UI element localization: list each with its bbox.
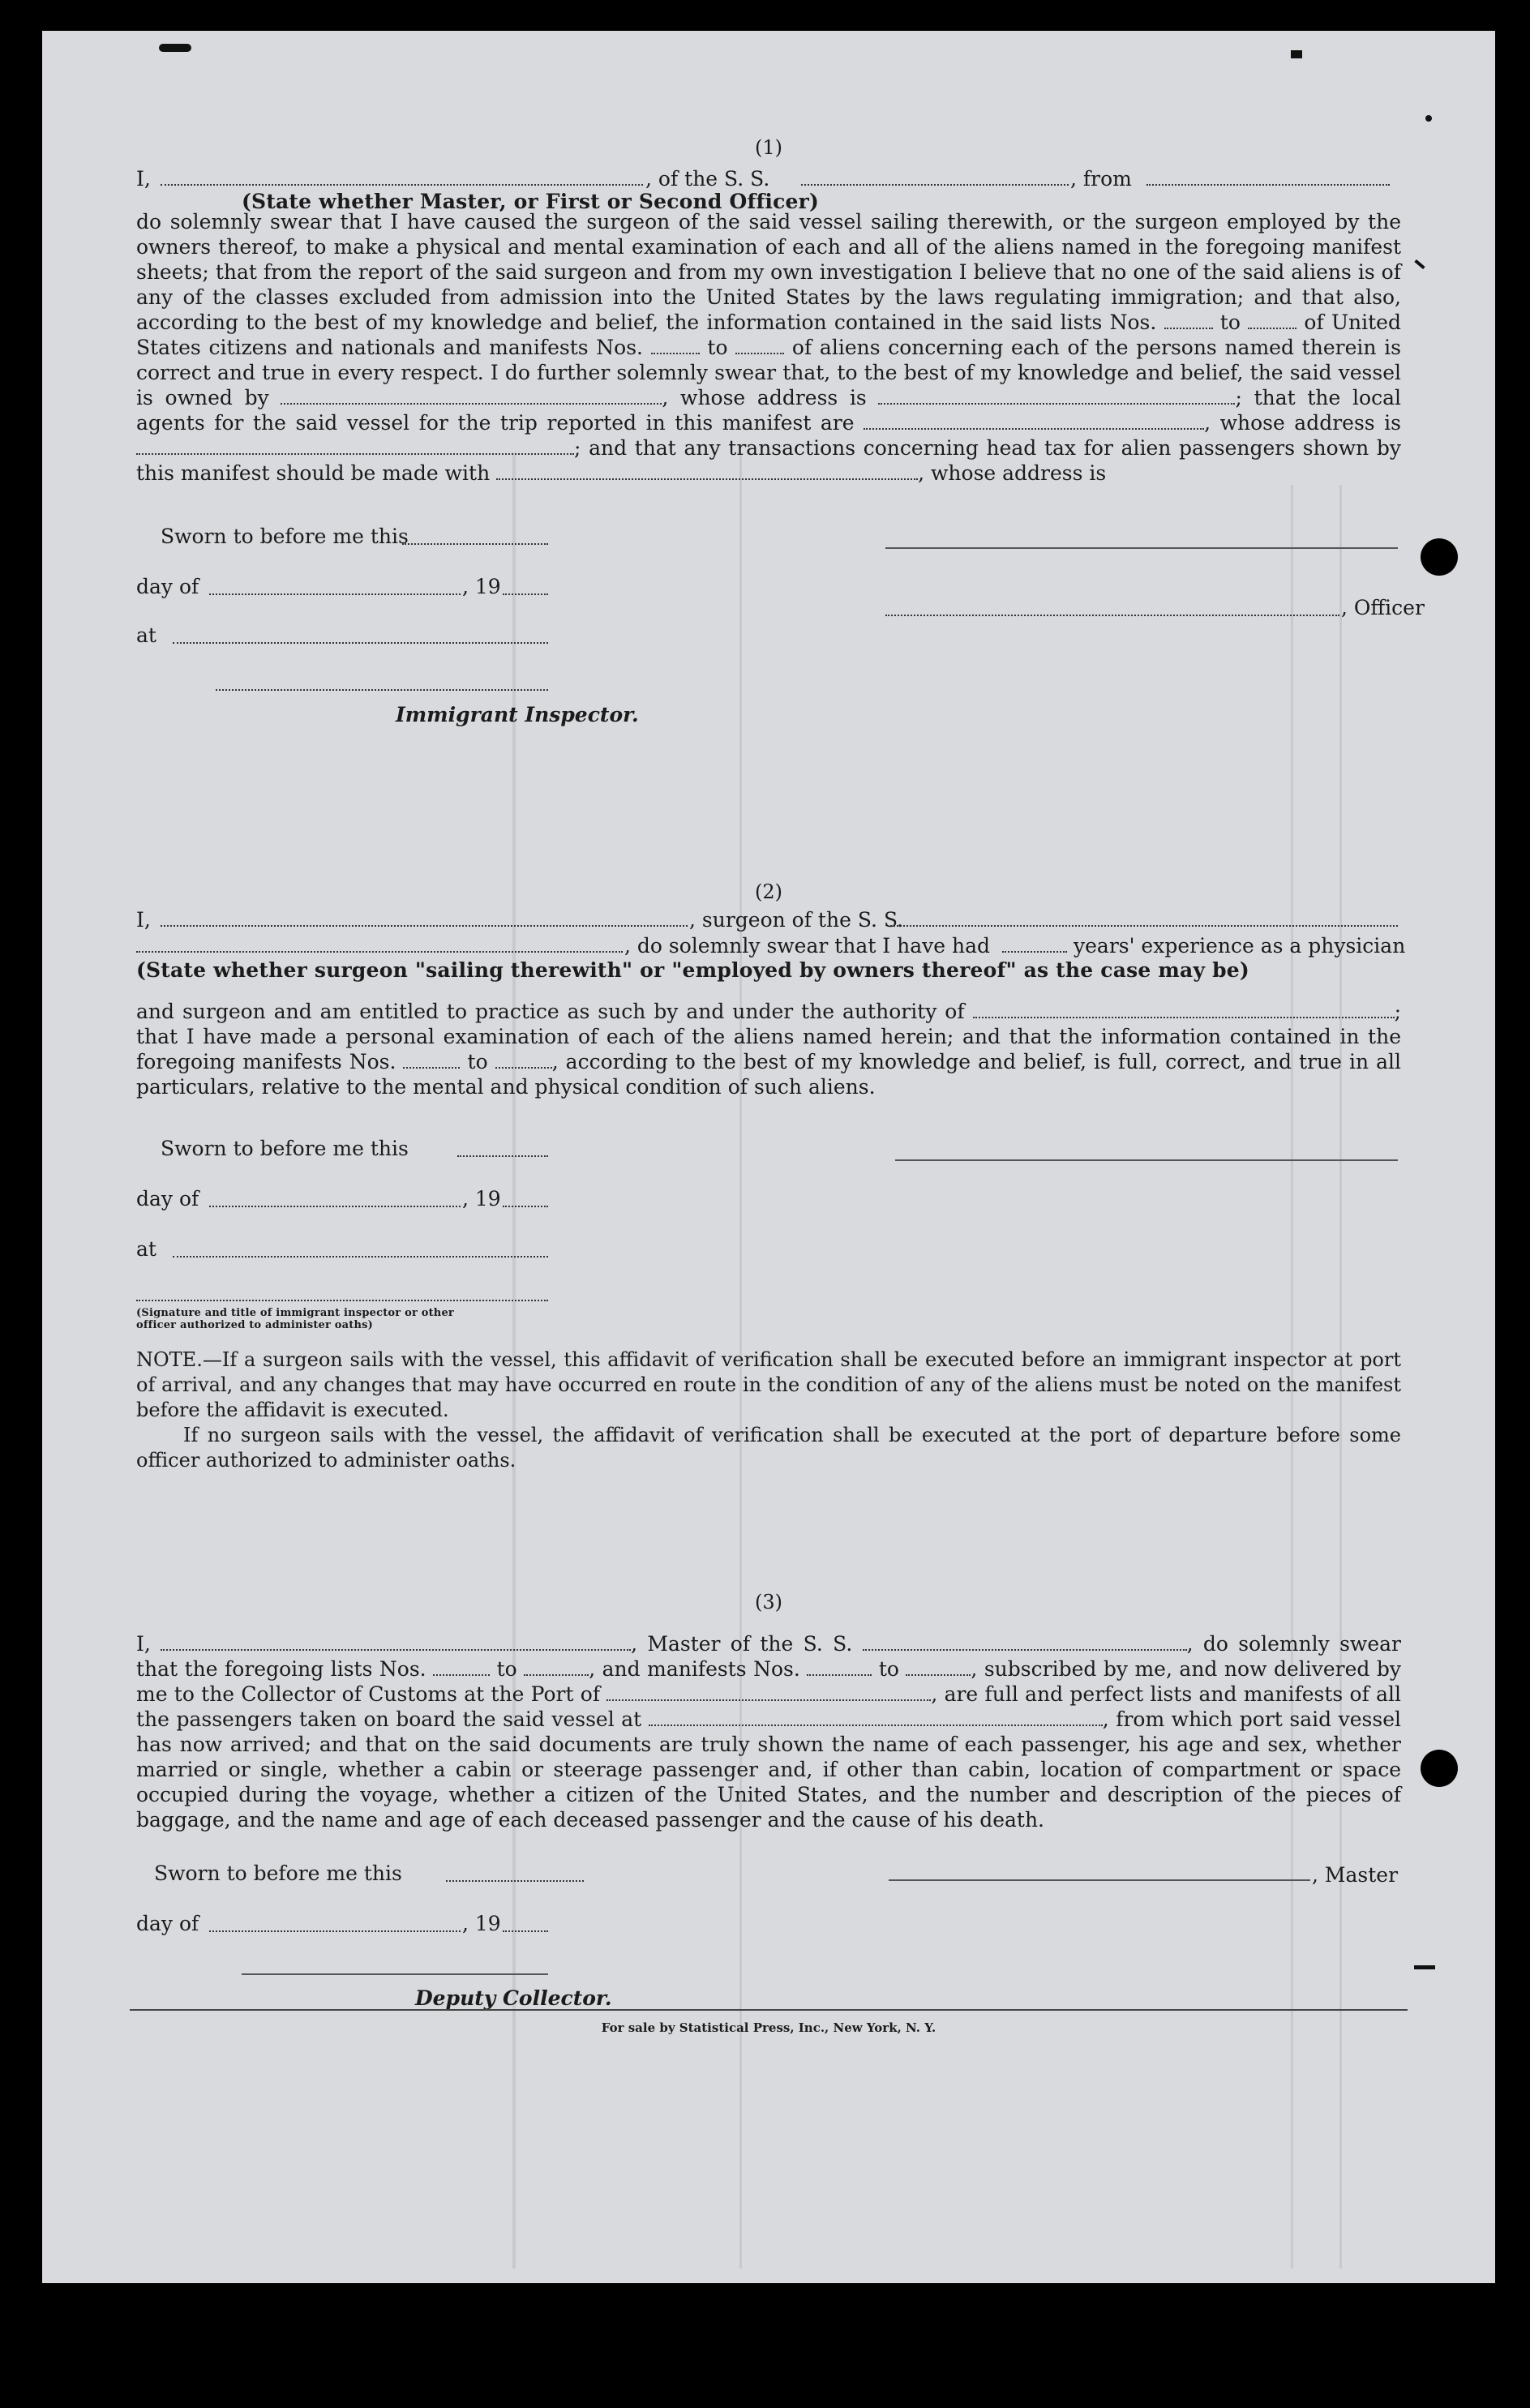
boarding-port-field[interactable] xyxy=(649,1724,1103,1726)
section-2-i-label: I, xyxy=(136,908,151,932)
port-of-field[interactable] xyxy=(606,1699,931,1701)
form-content xyxy=(136,31,1425,2283)
master-label: , Master xyxy=(1312,1863,1399,1887)
section-1-number: (1) xyxy=(755,136,782,159)
scan-speck xyxy=(159,44,191,52)
note-1: NOTE.—If a surgeon sails with the vessel, this affidavit of verification shall be executed before an immigrant inspector at port of arrival, and any changes that may have occurred en route in the condition of any of the aliens must be noted on the manifest before the affidavit is executed. xyxy=(136,1348,1401,1421)
section-2-number: (2) xyxy=(755,881,782,903)
section-2-surgeon-affidavit xyxy=(136,881,1406,1473)
officer-signature-line[interactable] xyxy=(885,547,1398,549)
scan-speck xyxy=(1414,259,1425,269)
section-3-signature-block xyxy=(136,1849,1401,2011)
section-2-first-lines xyxy=(136,908,1406,989)
day-of-field[interactable] xyxy=(209,1205,461,1207)
lists-from-field[interactable] xyxy=(433,1673,490,1676)
immigrant-inspector-label: Immigrant Inspector. xyxy=(396,703,639,726)
section-2-signature-block xyxy=(136,1119,1401,1330)
agents-address-field[interactable] xyxy=(136,452,574,455)
do-solemnly-swear-label: , do solemnly swear that I have had xyxy=(624,934,991,958)
collector-signature-line[interactable] xyxy=(242,1973,548,1975)
day-of-label: day of xyxy=(136,575,199,598)
owner-address-field[interactable] xyxy=(878,402,1235,405)
head-tax-party-field[interactable] xyxy=(496,478,918,480)
master-ship-field[interactable] xyxy=(863,1648,1187,1651)
signature-title-note: (Signature and title of immigrant inspector or other officer authorized to administer oaths) xyxy=(136,1307,454,1331)
note-2: If no surgeon sails with the vessel, the affidavit of verification shall be executed at the port of departure before some officer authorized to administer oaths. xyxy=(136,1424,1401,1472)
deputy-collector-label: Deputy Collector. xyxy=(415,1986,612,2010)
manifest-to-field[interactable] xyxy=(495,1066,552,1069)
year-label: , 19 xyxy=(462,1187,501,1210)
section-1-first-line xyxy=(136,164,1401,213)
section-3-number: (3) xyxy=(755,1591,782,1613)
local-agents-field[interactable] xyxy=(864,427,1204,430)
punch-hole xyxy=(1421,538,1458,576)
footer-imprint: For sale by Statistical Press, Inc., New York, N. Y. xyxy=(601,2020,936,2035)
officer-name-field[interactable] xyxy=(161,183,643,186)
of-ss-label: , of the S. S. xyxy=(645,167,770,191)
alien-manifest-to-field[interactable] xyxy=(735,352,784,354)
from-label: , from xyxy=(1070,167,1132,191)
years-experience-label: years' experience as a physician xyxy=(1074,934,1406,958)
citizen-list-from-field[interactable] xyxy=(1164,327,1213,329)
surgeon-name-field[interactable] xyxy=(161,924,688,927)
practice-authority-field[interactable] xyxy=(973,1016,1395,1018)
note-block xyxy=(136,1348,1401,1473)
at-label: at xyxy=(136,1237,156,1261)
officer-title-field[interactable] xyxy=(885,614,1339,616)
sworn-label: Sworn to before me this xyxy=(161,525,409,548)
section-1-oath-text: do solemnly swear that I have caused the surgeon of the said vessel sailing therewith, or the surgeon employed by the owners thereof, to make a physical and mental examination of each and all of the aliens named in the foregoing manifest sheets; that from the report of the said surgeon and from my own investigation I believe that no one of the said aliens is of any of the classes excluded from admission into the United States by the laws regulating immigration; and that also, according to the best of my knowledge and belief, the information contained in the said lists Nos. to of United States citizens and nationals and manifests Nos. to of aliens concerning each of the persons named therein is correct and true in every respect. I do further solemnly swear that, to the best of my knowledge and belief, the said vessel is owned by , whose address is ; that the local agents for the said vessel for the trip reported in this manifest are , whose address is ; and that any transactions concerning head tax for alien passengers shown by this manifest should be made with , whose address is xyxy=(136,210,1401,485)
years-experience-field[interactable] xyxy=(1002,950,1067,953)
at-place-field[interactable] xyxy=(173,1255,548,1258)
punch-hole xyxy=(1421,1750,1458,1787)
year-field[interactable] xyxy=(503,593,548,595)
section-3-oath-text: I, , Master of the S. S. , do solemnly swear that the foregoing lists Nos. to , and manifests Nos. to , subscribed by me, and now delivered by me to the Collector of Customs at the Port of , are full and perfect lists and manifests of all the passengers taken on board the said vessel at , from which port said vessel has now arrived; and that on the said documents are truly shown the name of each passenger, his age and sex, whether married or single, whether a cabin or steerage passenger and, if other than cabin, location of compartment or space occupied during the voyage, whether a citizen of the United States, and the number and description of the pieces of baggage, and the name and age of each deceased passenger and the cause of his death. xyxy=(136,1632,1402,1832)
lists-to-field[interactable] xyxy=(524,1673,589,1676)
footer-rule xyxy=(130,2009,1408,2011)
master-signature-line[interactable] xyxy=(889,1879,1310,1881)
citizen-list-to-field[interactable] xyxy=(1248,327,1296,329)
section-1-master-affidavit xyxy=(136,136,1425,748)
year-field[interactable] xyxy=(503,1205,548,1207)
sworn-date-field[interactable] xyxy=(446,1879,584,1882)
manifests-to-field[interactable] xyxy=(906,1673,971,1676)
day-of-field[interactable] xyxy=(209,593,461,595)
from-port-field[interactable] xyxy=(1146,183,1390,186)
year-label: , 19 xyxy=(462,1912,501,1935)
ship-name-field[interactable] xyxy=(801,183,1069,186)
at-label: at xyxy=(136,623,156,647)
at-place-field[interactable] xyxy=(173,641,548,644)
scan-speck xyxy=(1291,50,1302,58)
officer-signature-field[interactable] xyxy=(136,1299,548,1301)
officer-label: , Officer xyxy=(1341,596,1425,619)
year-field[interactable] xyxy=(503,1930,548,1932)
section-2-oath-text: and surgeon and am entitled to practice as such by and under the authority of ; that I have made a personal examination of each of the aliens named herein; and that the information contained in the foregoing manifests Nos. to , according to the best of my knowledge and belief, is full, correct, and true in all particulars, relative to the mental and physical condition of such aliens. xyxy=(136,1000,1402,1099)
scan-speck xyxy=(1425,115,1432,122)
sworn-date-field[interactable] xyxy=(402,542,548,545)
surgeon-status-note: (State whether surgeon "sailing therewith" or "employed by owners thereof" as the case may be) xyxy=(136,958,1249,982)
surgeon-status-field[interactable] xyxy=(136,950,623,953)
surgeon-ship-field[interactable] xyxy=(890,924,1398,927)
officer-rank-note: (State whether Master, or First or Second Officer) xyxy=(242,190,820,213)
alien-manifest-from-field[interactable] xyxy=(651,352,700,354)
inspector-signature-field[interactable] xyxy=(216,688,548,691)
sworn-label: Sworn to before me this xyxy=(154,1862,402,1885)
document-page xyxy=(42,31,1495,2283)
day-of-label: day of xyxy=(136,1912,199,1935)
day-of-label: day of xyxy=(136,1187,199,1210)
sworn-label: Sworn to before me this xyxy=(161,1137,409,1160)
day-of-field[interactable] xyxy=(209,1930,461,1932)
sworn-date-field[interactable] xyxy=(457,1155,548,1157)
master-name-field[interactable] xyxy=(161,1648,631,1651)
section-1-i-label: I, xyxy=(136,167,151,191)
year-label: , 19 xyxy=(462,575,501,598)
vessel-owner-field[interactable] xyxy=(281,402,662,405)
surgeon-of-ss-label: , surgeon of the S. S. xyxy=(689,908,904,932)
manifests-from-field[interactable] xyxy=(807,1673,872,1676)
surgeon-signature-line[interactable] xyxy=(895,1159,1398,1161)
section-1-signature-block xyxy=(136,505,1425,748)
section-3-master-verification xyxy=(136,1591,1401,2011)
scan-speck xyxy=(1414,1965,1435,1969)
manifest-from-field[interactable] xyxy=(403,1066,460,1069)
